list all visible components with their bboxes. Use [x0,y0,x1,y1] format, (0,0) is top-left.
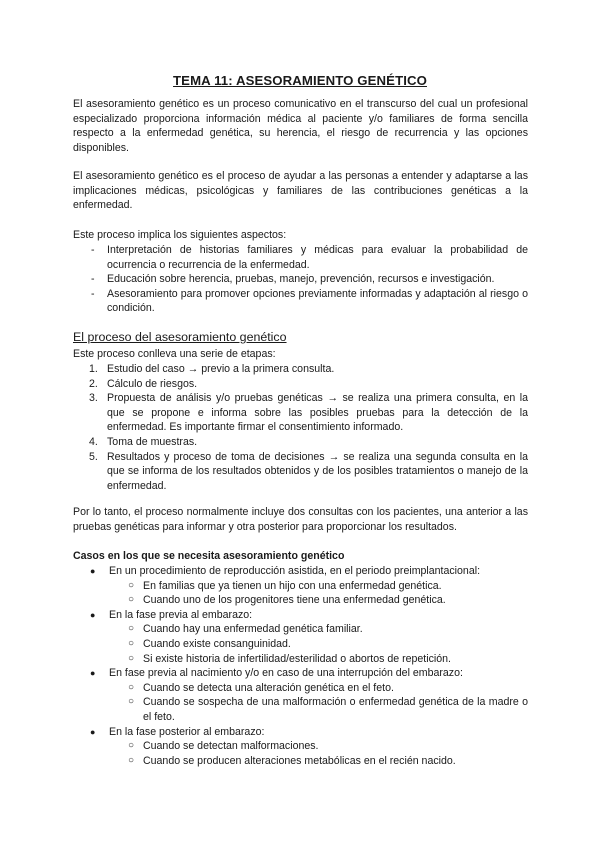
process-summary: Por lo tanto, el proceso normalmente incluye dos consultas con los pacientes, una anterior a las pruebas genéticas para informar y otra posterior para proporcionar los resultados. [73,506,528,533]
sub-list-item [109,622,528,637]
case-text: En un procedimiento de reproducción asistida, en el periodo preimplantacional: [109,565,481,577]
sub-list [109,739,528,768]
list-item: - Asesoramiento para promover opciones previamente informadas y adaptación al riesgo o condición. [73,287,528,316]
sub-item-text: Cuando uno de los progenitores tiene una enfermedad genética. [143,594,446,607]
aspects-list [73,243,528,316]
cases-list [73,564,528,768]
list-item: - Interpretación de historias familiares y médicas para evaluar la probabilidad de ocurrencia o recurrencia de la enfermedad. [73,243,528,272]
step-number: 5. [89,450,98,463]
list-item [73,450,528,494]
sub-list-item [109,652,528,667]
definition-paragraph: El asesoramiento genético es el proceso de ayudar a las personas a entender y adaptarse a las implicaciones médicas, psicológicas y familiares de las contribuciones genéticas a la enfermedad. [73,170,528,212]
sub-list-item [109,754,528,769]
bullet-icon: ● [90,726,96,737]
step-number: 4. [89,435,98,448]
sub-item-text: Cuando hay una enfermedad genética familiar. [143,623,363,636]
process-steps-list [73,362,528,493]
circle-bullet-icon: ○ [128,594,135,606]
list-item [73,666,528,724]
sub-item-text: Cuando se detecta una alteración genética en el feto. [143,681,394,694]
circle-bullet-icon: ○ [128,623,135,635]
process-heading: El proceso del asesoramiento genético [73,330,287,344]
list-item [73,377,528,392]
circle-bullet-icon: ○ [128,681,135,693]
circle-bullet-icon: ○ [128,652,135,664]
list-item [73,391,528,435]
list-item [73,608,528,666]
sub-list-item [109,593,528,608]
page-title: TEMA 11: ASESORAMIENTO GENÉTICO [173,73,427,88]
case-text: En la fase previa al embarazo: [109,608,253,621]
cases-heading: Casos en los que se necesita asesoramiento genético [73,550,345,562]
bullet-icon: ● [90,566,96,576]
sub-item-text: Si existe historia de infertilidad/esterilidad o abortos de repetición. [143,652,451,665]
sub-list-item [109,739,528,754]
list-item [73,725,528,769]
circle-bullet-icon: ○ [128,696,135,708]
step-text: Resultados y proceso de toma de decisiones → se realiza una segunda consulta en la que se informa de los resultados obtenidos y de los posibles tratamientos o manejo de la enfermedad. [107,450,528,492]
step-text: Propuesta de análisis y/o pruebas genéticas → se realiza una primera consulta, en la que se propone e informa sobre las posibles pruebas para la detección de la enfermedad. Es importante firmar el consentimiento informado. [107,392,528,434]
step-number: 3. [89,392,98,405]
circle-bullet-icon: ○ [128,637,135,649]
case-text: En la fase posterior al embarazo: [109,725,265,738]
process-intro: Este proceso conlleva una serie de etapas: [73,348,276,360]
circle-bullet-icon: ○ [128,579,135,591]
sub-list [109,579,528,608]
list-item: - Educación sobre herencia, pruebas, manejo, prevención, recursos e investigación. [73,272,528,287]
sub-item-text: Cuando se detectan malformaciones. [143,740,319,753]
sub-item-text: Cuando se producen alteraciones metabólicas en el recién nacido. [143,754,456,767]
circle-bullet-icon: ○ [128,754,135,766]
sub-item-text: Cuando se sospecha de una malformación o enfermedad genética de la madre o el feto. [143,696,528,723]
step-text: Estudio del caso → previo a la primera consulta. [107,363,335,375]
circle-bullet-icon: ○ [128,740,135,752]
step-text: Cálculo de riesgos. [107,377,198,390]
step-text: Toma de muestras. [107,435,198,448]
aspects-intro: Este proceso implica los siguientes aspectos: [73,229,287,241]
sub-list-item [109,695,528,724]
sub-list-item [109,579,528,594]
sub-item-text: En familias que ya tienen un hijo con una enfermedad genética. [143,579,442,592]
sub-list-item [109,681,528,696]
list-item [73,564,528,608]
sub-item-text: Cuando existe consanguinidad. [143,637,291,650]
step-number: 1. [89,363,98,375]
step-number: 2. [89,377,98,390]
intro-paragraph: El asesoramiento genético es un proceso comunicativo en el transcurso del cual un profesional especializado proporciona información médica al paciente y/o familiares de forma sencilla respecto a la enfermedad genética, su herencia, el riesgo de recurrencia y las opciones disponibles. [73,98,528,154]
sub-list [109,622,528,666]
list-item [73,362,528,377]
bullet-icon: ● [90,668,96,679]
sub-list [109,681,528,725]
case-text: En fase previa al nacimiento y/o en caso de una interrupción del embarazo: [109,667,463,680]
bullet-icon: ● [90,609,96,620]
list-item [73,435,528,450]
sub-list-item [109,637,528,652]
